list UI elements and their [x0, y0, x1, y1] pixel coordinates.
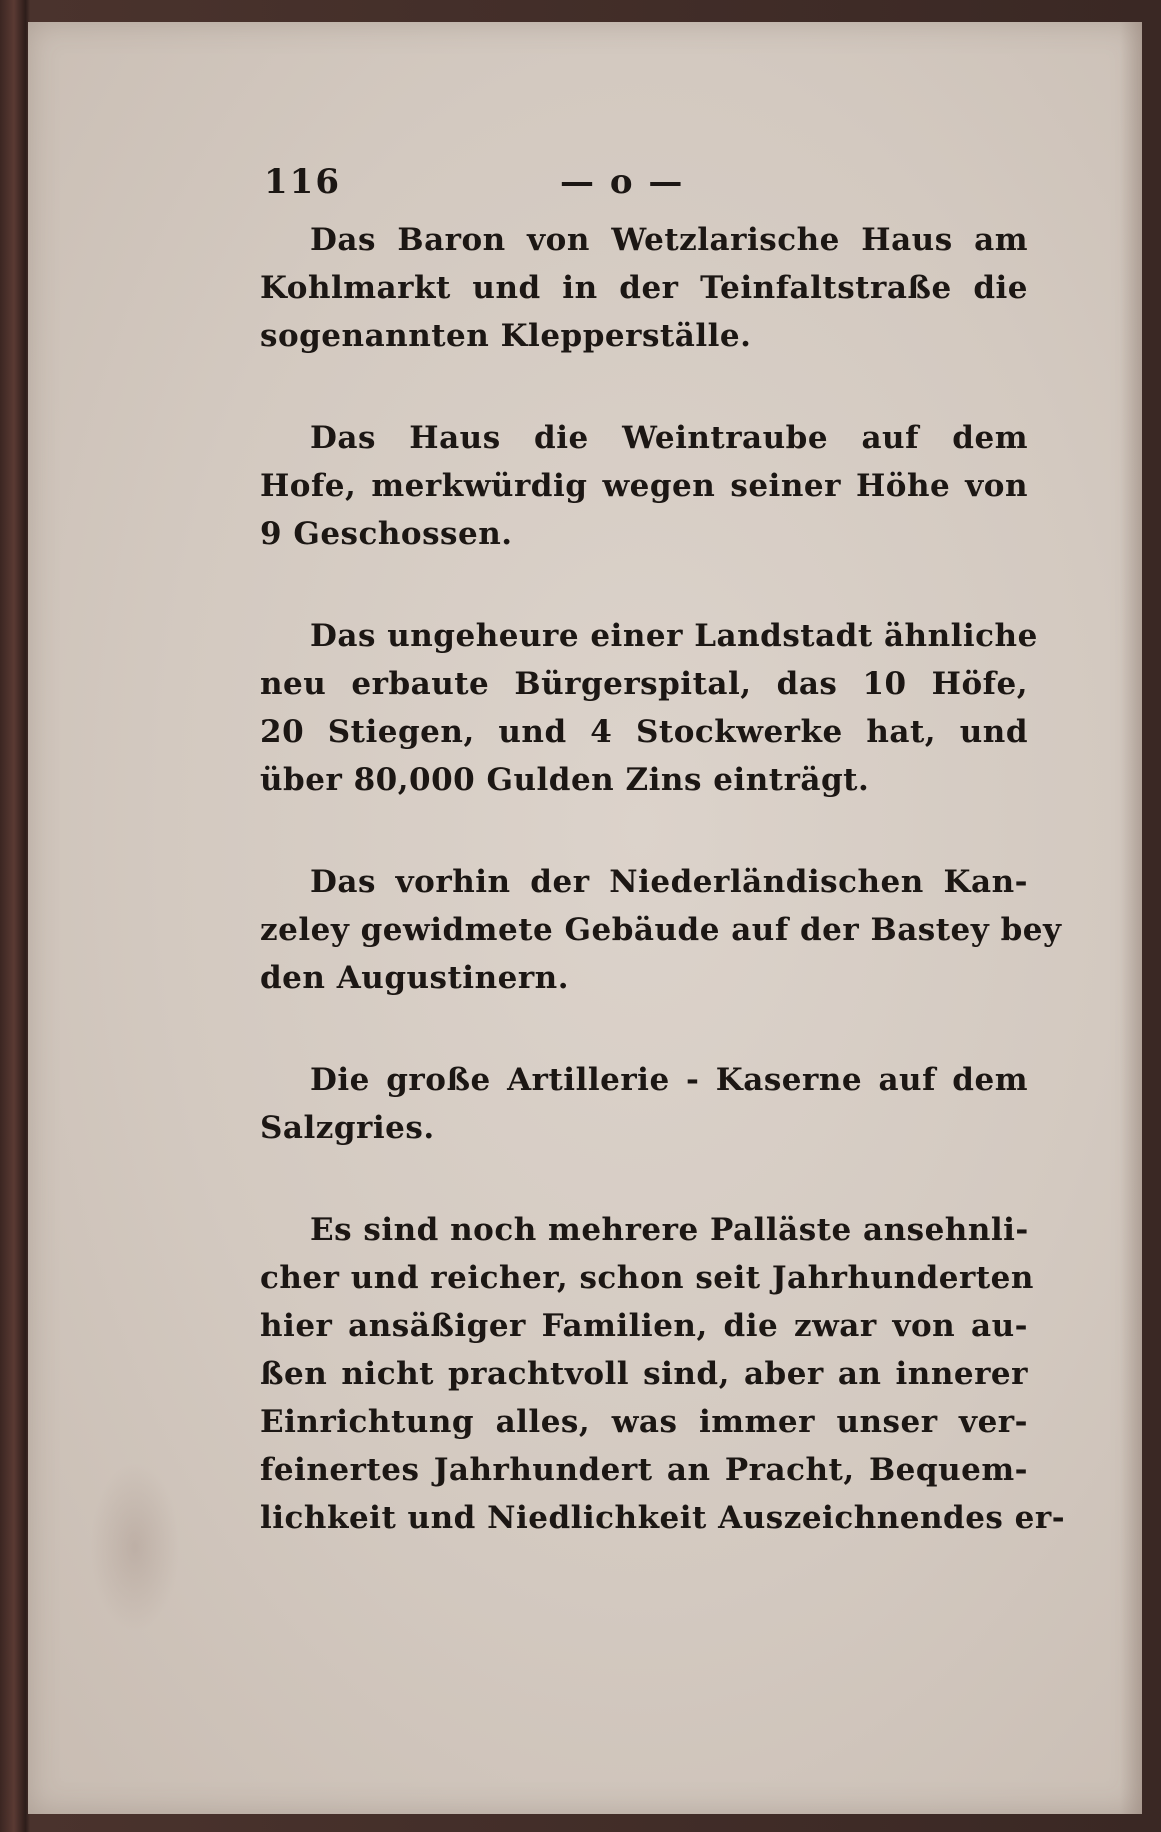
text-line: feinertes Jahrhundert an Pracht, Bequem- — [260, 1452, 1028, 1488]
text-line: hier ansäßiger Familien, die zwar von au- — [260, 1308, 1028, 1344]
book-page — [28, 22, 1142, 1814]
paragraph — [260, 216, 1028, 360]
text-line: Hofe, merkwürdig wegen seiner Höhe von — [260, 468, 1028, 504]
text-line: Das Haus die Weintraube auf dem — [310, 420, 1028, 456]
text-line: Einrichtung alles, was immer unser ver- — [260, 1404, 1028, 1440]
paragraph — [260, 612, 1038, 804]
text-line: zeley gewidmete Gebäude auf der Bastey bey — [260, 912, 1062, 948]
text-line: 9 Geschossen. — [260, 516, 513, 552]
paper-stain — [90, 1462, 180, 1632]
text-line: neu erbaute Bürgerspital, das 10 Höfe, — [260, 666, 1028, 702]
running-head: — o — — [560, 162, 685, 202]
page-number: 116 — [264, 162, 341, 202]
text-line: 20 Stiegen, und 4 Stockwerke hat, und — [260, 714, 1028, 750]
text-line: Kohlmarkt und in der Teinfaltstraße die — [260, 270, 1028, 306]
paragraph — [260, 1056, 1028, 1152]
paragraph — [260, 414, 1028, 558]
text-line: lichkeit und Niedlichkeit Auszeichnendes er- — [260, 1500, 1066, 1536]
text-line: sogenannten Klepperställe. — [260, 318, 752, 354]
text-line: Das ungeheure einer Landstadt ähnliche — [310, 618, 1038, 654]
page-header — [260, 162, 1028, 216]
text-line: über 80,000 Gulden Zins einträgt. — [260, 762, 870, 798]
paragraph — [260, 858, 1062, 1002]
text-line: Das vorhin der Niederländischen Kan- — [310, 864, 1028, 900]
page-text — [260, 162, 1066, 1596]
text-line: Es sind noch mehrere Palläste ansehnli- — [310, 1212, 1029, 1248]
text-line: Das Baron von Wetzlarische Haus am — [310, 222, 1028, 258]
text-line: cher und reicher, schon seit Jahrhunderten — [260, 1260, 1034, 1296]
text-line: Salzgries. — [260, 1110, 435, 1146]
text-line: ßen nicht prachtvoll sind, aber an innerer — [260, 1356, 1028, 1392]
text-line: Die große Artillerie - Kaserne auf dem — [310, 1062, 1028, 1098]
text-line: den Augustinern. — [260, 960, 570, 996]
page-edge — [1120, 22, 1142, 1814]
paragraph — [260, 1206, 1066, 1542]
